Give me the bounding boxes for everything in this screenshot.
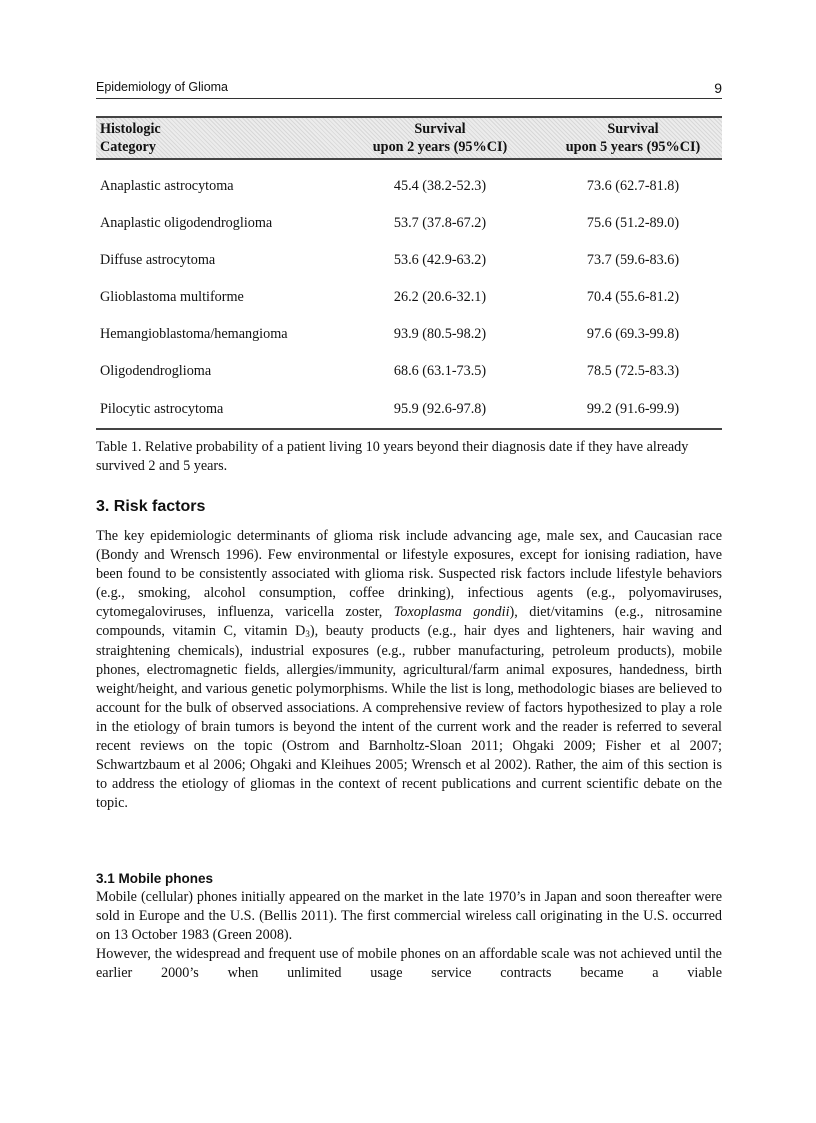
header-survival-2y: Survival upon 2 years (95%CI) <box>336 117 544 159</box>
section-heading-risk-factors: 3. Risk factors <box>96 498 206 515</box>
survival-5y-cell: 78.5 (72.5-83.3) <box>586 363 680 379</box>
section-heading-mobile-phones: 3.1 Mobile phones <box>96 871 214 886</box>
running-header <box>96 80 722 99</box>
category-cell: Diffuse astrocytoma <box>100 252 216 268</box>
table-row <box>96 316 722 353</box>
table-row <box>96 159 722 205</box>
category-cell: Anaplastic astrocytoma <box>100 178 234 194</box>
survival-2y-cell: 95.9 (92.6-97.8) <box>336 390 544 429</box>
risk-factors-paragraph: The key epidemiologic determinants of glioma risk include advancing age, male sex, and Caucasian race (Bondy and Wrensch 1996). Few environmental or lifestyle exposures, except for ionising radiation, have been found to be consistently associated with glioma risk. Suspected risk factors include lifestyle behaviors (e.g., smoking, alcohol consumption, coffee drinking), infectious agents (e.g., polyomaviruses, cytomegaloviruses, influenza, varicella zoster, Toxoplasma gondii), diet/vitamins (e.g., nitrosamine compounds, vitamin C, vitamin $D_3$), beauty products (e.g., hair dyes and lighteners, hair waving and straightening chemicals), industrial exposures (e.g., rubber manufacturing, petroleum products), mobile phones, electromagnetic fields, allergies/immunity, agricultural/farm animal exposures, handedness, birth weight/height, and various genetic polymorphisms. While the list is long, methodologic biases are believed to account for the bulk of observed associations. A comprehensive review of factors hypothesized to play a role in the etiology of brain tumors is beyond the intent of the current work and the reader is referred to several recent reviews on the topic (Ostrom and Barnholtz-Sloan 2011; Ohgaki 2009; Fisher et al 2007; Schwartzbaum et al 2006; Ohgaki and Kleihues 2005; Wrensch et al 2002). Rather, the aim of this section is to address the etiology of gliomas in the context of recent publications and current scientific debate on the topic. <box>96 528 722 811</box>
header-histologic-category: Histologic Category <box>96 117 336 159</box>
table-row <box>96 279 722 316</box>
survival-table <box>96 116 722 430</box>
category-cell: Anaplastic oligodendroglioma <box>100 215 273 231</box>
survival-2y-cell: 45.4 (38.2-52.3) <box>393 178 487 194</box>
mobile-phones-paragraph-2: However, the widespread and frequent use of mobile phones on an affordable scale was not achieved until the earlier 2000’s when unlimited usage service contracts became a viable <box>96 946 722 981</box>
survival-5y-cell: 73.6 (62.7-81.8) <box>586 178 680 194</box>
table-caption: Table 1. Relative probability of a patient living 10 years beyond their diagnosis date if they have already survived 2 and 5 years. <box>96 439 689 474</box>
page-number: 9 <box>714 80 722 96</box>
table-header-row <box>96 117 722 159</box>
survival-2y-cell: 53.7 (37.8-67.2) <box>393 215 487 231</box>
category-cell: Pilocytic astrocytoma <box>96 390 336 429</box>
table-row <box>96 390 722 429</box>
survival-5y-cell: 99.2 (91.6-99.9) <box>544 390 722 429</box>
survival-5y-cell: 97.6 (69.3-99.8) <box>586 326 680 342</box>
table-row <box>96 353 722 390</box>
running-title: Epidemiology of Glioma <box>96 80 229 94</box>
table-row <box>96 242 722 279</box>
survival-2y-cell: 53.6 (42.9-63.2) <box>393 252 487 268</box>
header-survival-5y: Survival upon 5 years (95%CI) <box>544 117 722 159</box>
mobile-phones-paragraph-1: Mobile (cellular) phones initially appeared on the market in the late 1970’s in Japan and soon thereafter were sold in Europe and the U.S. (Bellis 2011). The first commercial wireless call originating in the U.S. occurred on 13 October 1983 (Green 2008). <box>96 889 722 943</box>
survival-5y-cell: 75.6 (51.2-89.0) <box>586 215 680 231</box>
category-cell: Glioblastoma multiforme <box>100 289 244 305</box>
survival-2y-cell: 26.2 (20.6-32.1) <box>393 289 487 305</box>
table-row <box>96 205 722 242</box>
category-cell: Hemangioblastoma/hemangioma <box>100 326 288 342</box>
survival-2y-cell: 68.6 (63.1-73.5) <box>393 363 487 379</box>
survival-2y-cell: 93.9 (80.5-98.2) <box>393 326 487 342</box>
survival-5y-cell: 70.4 (55.6-81.2) <box>586 289 680 305</box>
category-cell: Oligodendroglioma <box>100 363 212 379</box>
survival-5y-cell: 73.7 (59.6-83.6) <box>586 252 680 268</box>
